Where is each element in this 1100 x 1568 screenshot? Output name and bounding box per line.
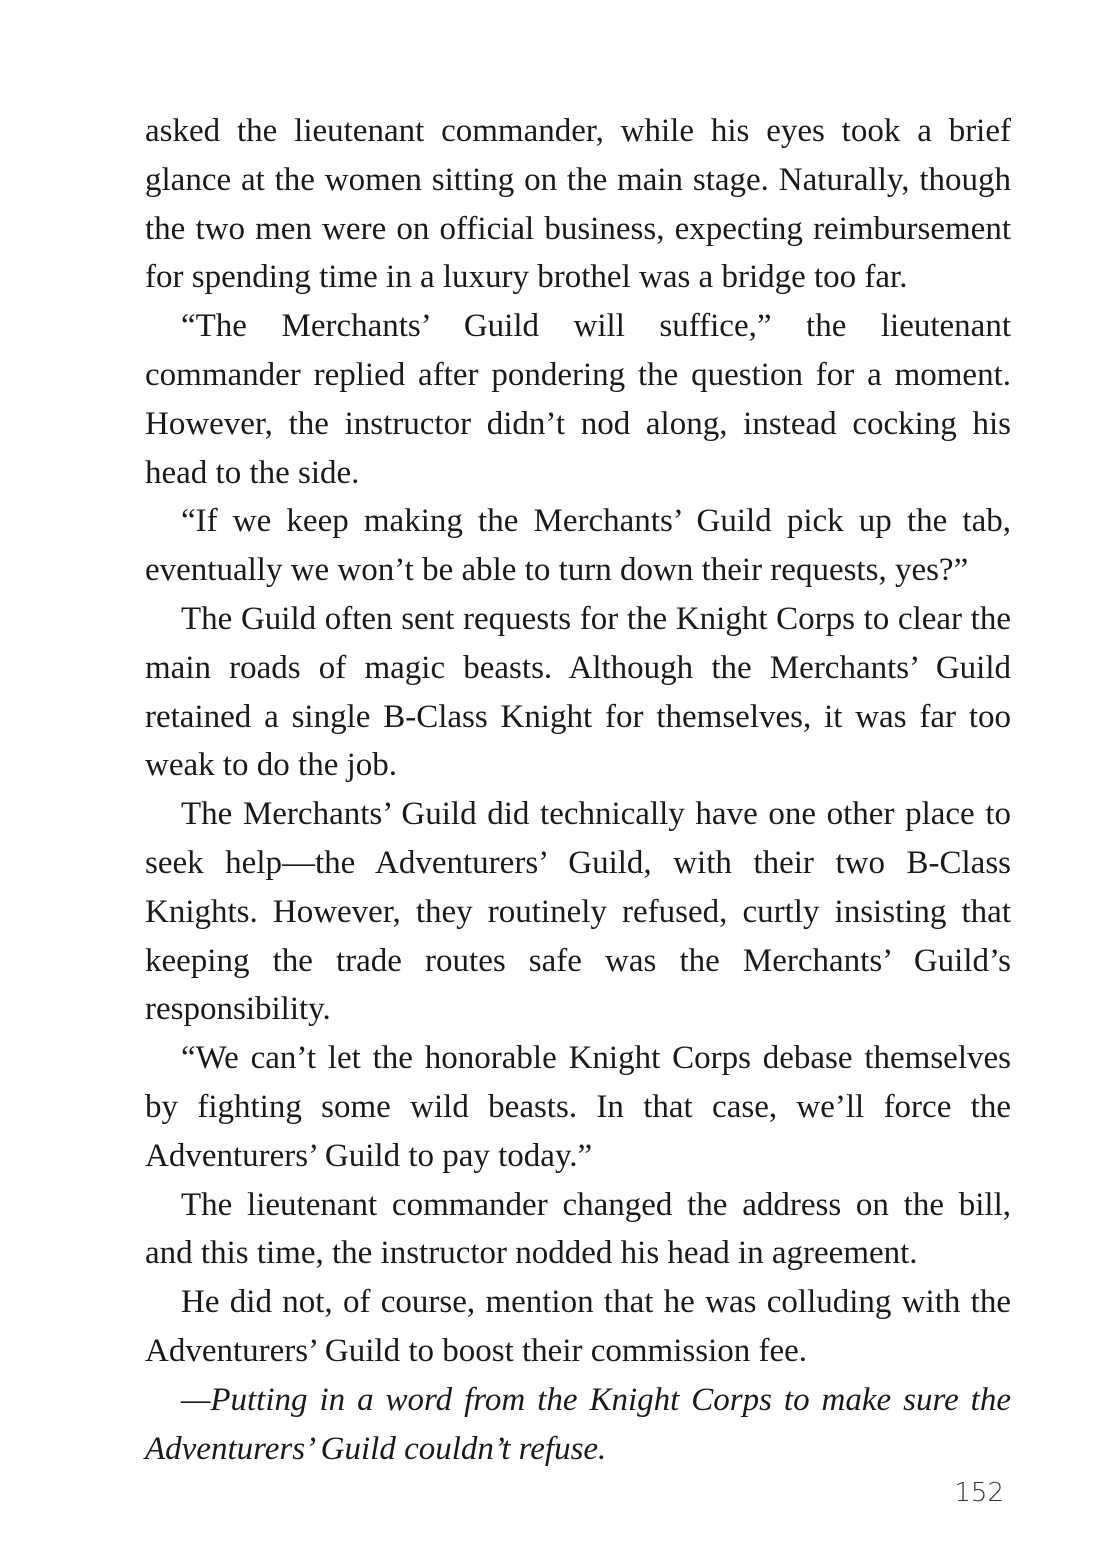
paragraph-1: asked the lieutenant commander, while his eyes took a brief glance at the women sitting on the main stage. Naturally, though the two men were on official business, expecting reimbursement for spending time in a luxury brothel was a bridge too far. — [145, 113, 1011, 296]
page-number: 152 — [954, 1478, 1004, 1508]
paragraph-9-italic: —Putting in a word from the Knight Corps to make sure the Adventurers’ Guild couldn’t refuse. — [145, 1381, 1011, 1467]
paragraph-4: The Guild often sent requests for the Knight Corps to clear the main roads of magic beasts. Although the Merchants’ Guild retained a single B-Class Knight for themselves, it was far too weak to do the job. — [145, 600, 1011, 784]
paragraph-3: “If we keep making the Merchants’ Guild pick up the tab, eventually we won’t be able to turn down their requests, yes?” — [145, 503, 1011, 589]
paragraph-2: “The Merchants’ Guild will suffice,” the lieutenant commander replied after pondering the question for a moment. However, the instructor didn’t nod along, instead cocking his head to the side. — [145, 308, 1011, 491]
body-text — [145, 107, 1011, 1473]
paragraph-6: “We can’t let the honorable Knight Corps debase themselves by fighting some wild beasts. In that case, we’ll force the Adventurers’ Guild to pay today.” — [145, 1040, 1011, 1174]
paragraph-8: He did not, of course, mention that he was colluding with the Adventurers’ Guild to boost their commission fee. — [145, 1284, 1011, 1369]
paragraph-7: The lieutenant commander changed the address on the bill, and this time, the instructor nodded his head in agreement. — [145, 1186, 1011, 1272]
paragraph-5: The Merchants’ Guild did technically have one other place to seek help—the Adventurers’ Guild, with their two B-Class Knights. However, they routinely refused, curtly insisting that keeping the trade routes safe was the Merchants’ Guild’s responsibility. — [145, 796, 1011, 1028]
